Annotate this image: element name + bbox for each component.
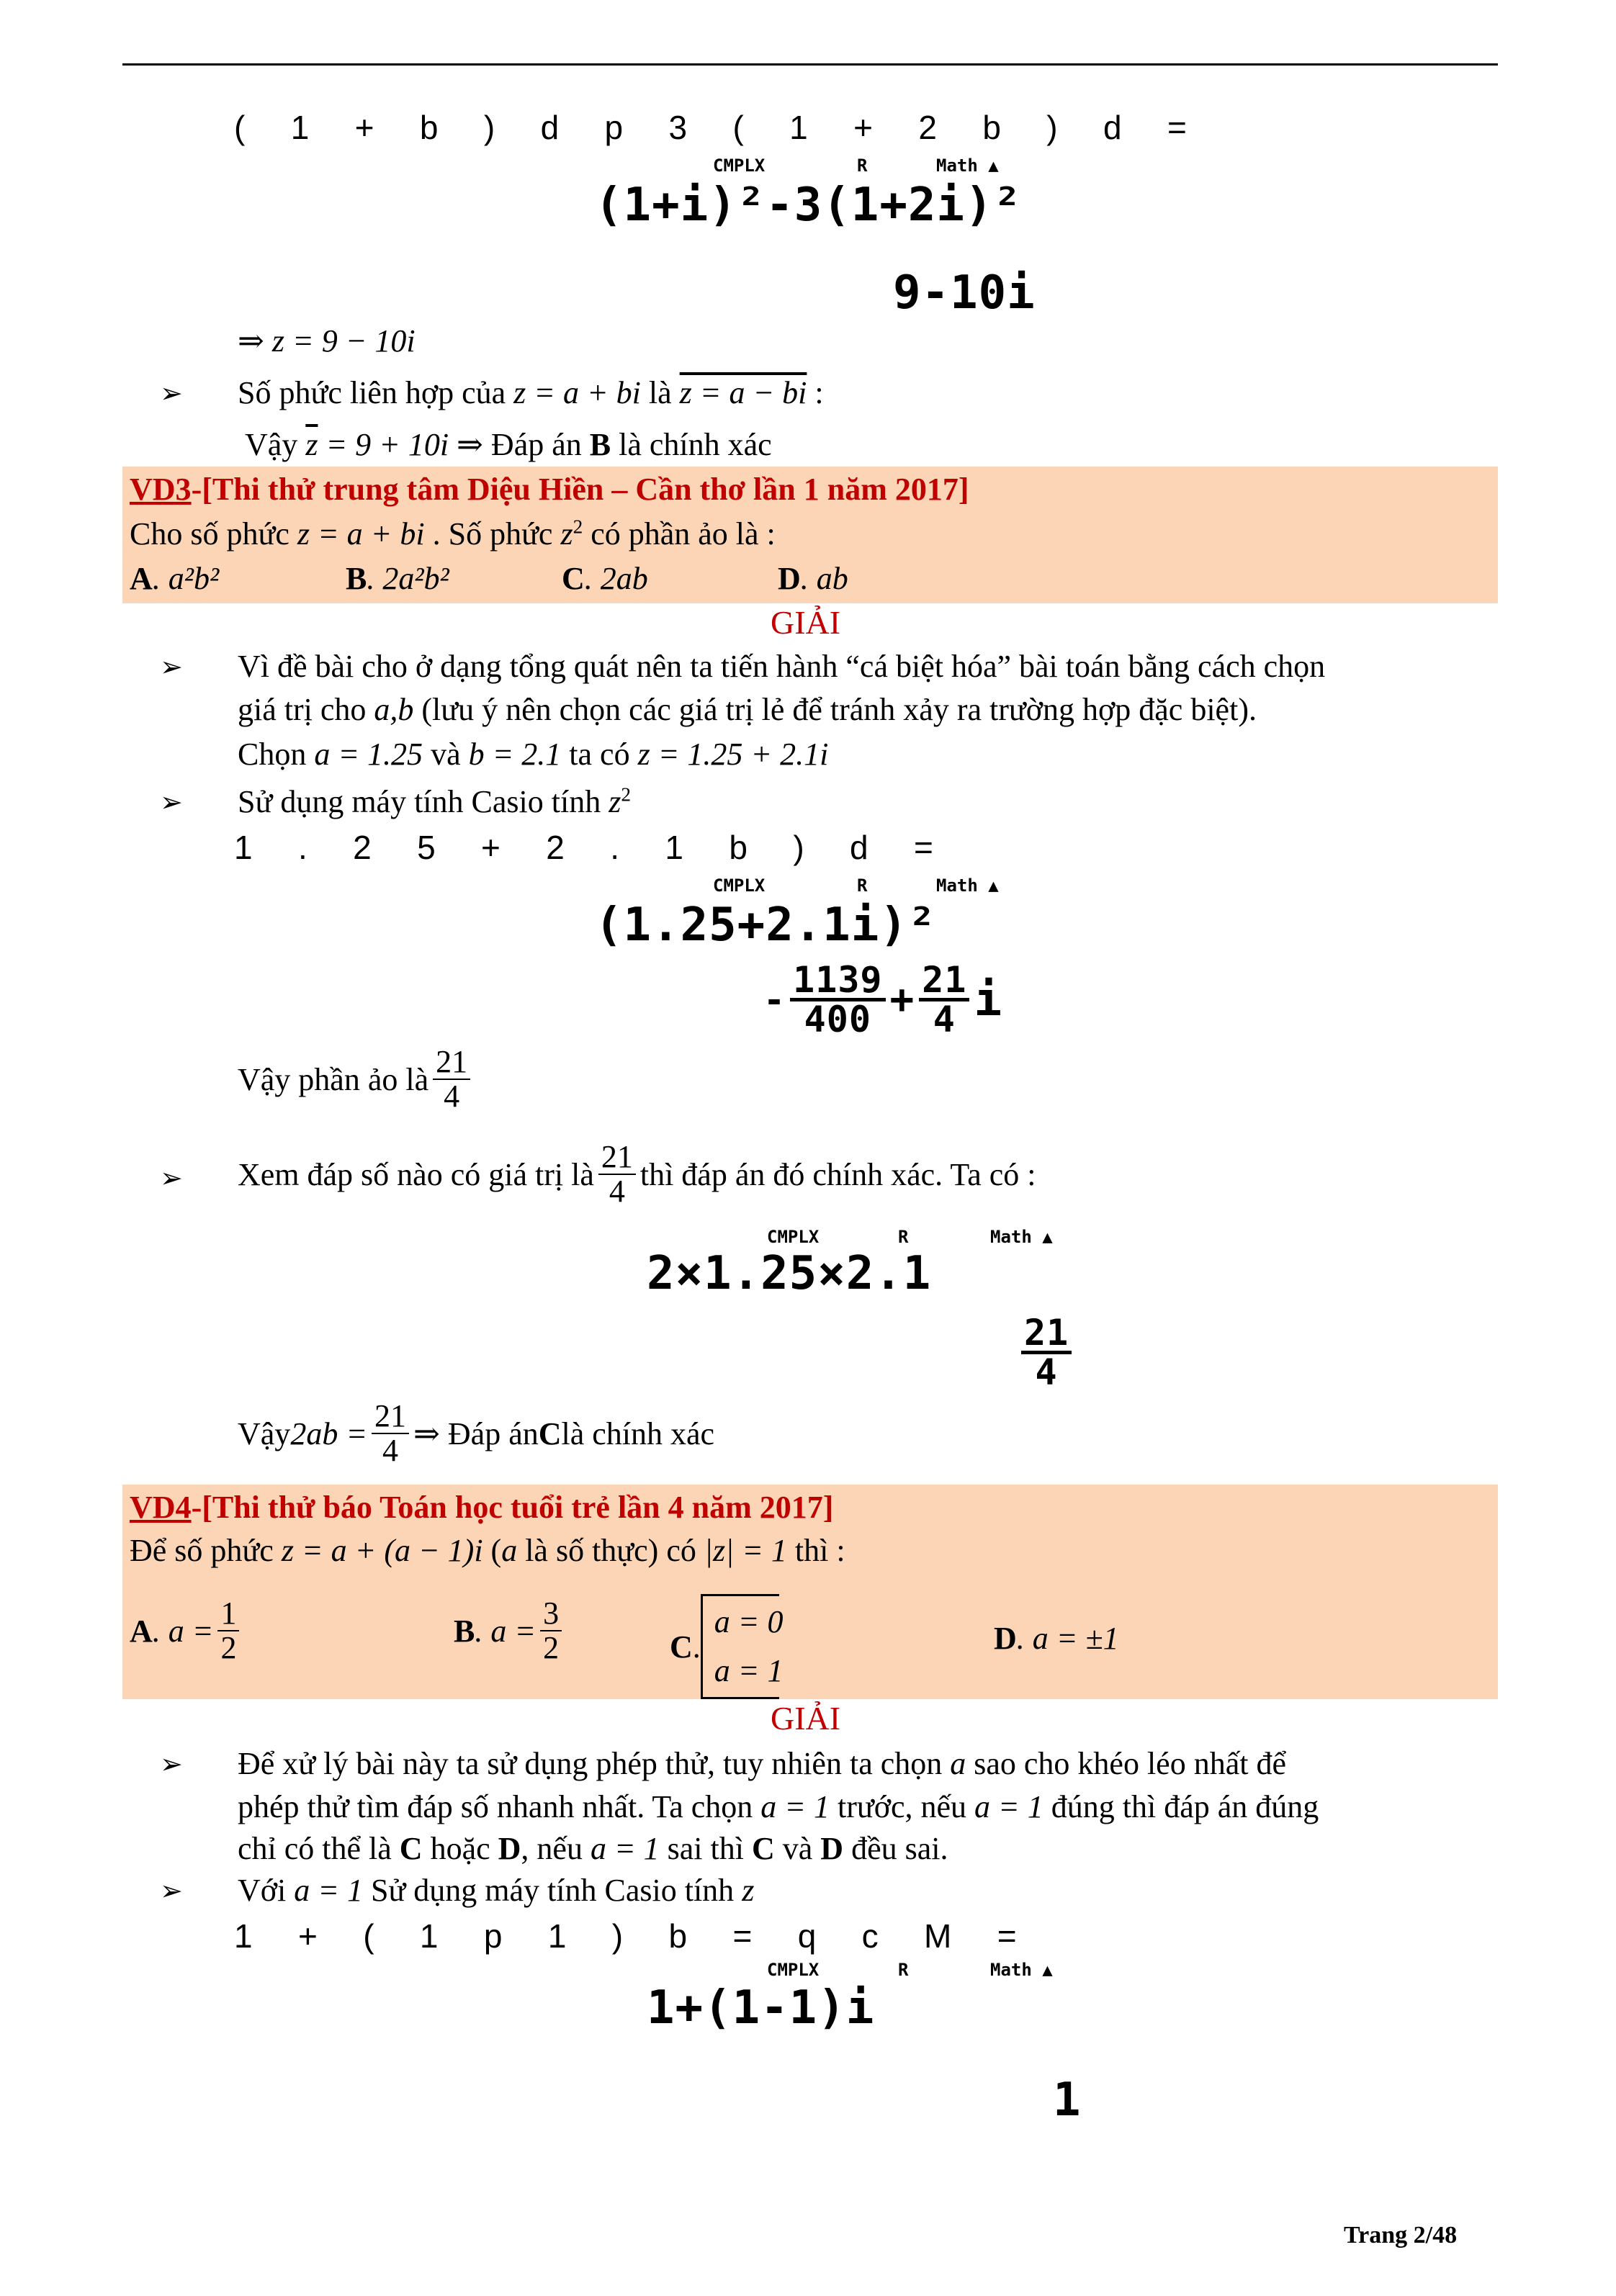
header-rule <box>122 63 1498 66</box>
lcd-expression: (1+i)²-3(1+2i)² <box>595 179 1022 232</box>
calculator-keys: 1 . 2 5 + 2 . 1 b ) d = <box>234 829 952 866</box>
vd4-option-b: B . a = $\frac{3}{2}$ <box>454 1597 566 1665</box>
vd4-title: VD4-[Thi thử báo Toán học tuổi trẻ lần 4 năm 2017] <box>130 1490 834 1525</box>
vd3-title: VD3-[Thi thử trung tâm Diệu Hiền – Cần thơ lần 1 năm 2017] <box>130 472 969 507</box>
bullet-arrow-icon: ➢ <box>160 1748 183 1780</box>
bracket-system: a = 0 a = 1 <box>701 1594 779 1699</box>
vd4-question-box <box>122 1485 1498 1699</box>
fraction: $\frac{3}{2}$ <box>540 1597 562 1665</box>
bullet-arrow-icon: ➢ <box>160 786 183 818</box>
fraction: $\frac{21}{4}$ <box>372 1400 409 1467</box>
vd3-option-d: D. ab <box>778 561 848 596</box>
sol3-paragraph-line2: giá trị cho a,b (lưu ý nên chọn các giá trị lẻ để tránh xảy ra trường hợp đặc biệt). <box>238 692 1257 727</box>
lcd-flag-r: R <box>857 156 868 176</box>
sol4-paragraph-line1: Để xử lý bài này ta sử dụng phép thử, tuy nhiên ta chọn a sao cho khéo léo nhất để <box>238 1746 1286 1781</box>
vd3-question-box <box>122 467 1498 603</box>
bullet-arrow-icon: ➢ <box>160 1875 183 1906</box>
lcd-result: 1 <box>1053 2074 1082 2127</box>
sol3-check-line: Xem đáp số nào có giá trị là $\frac{21}{4}$ thì đáp án đó chính xác. Ta có : <box>238 1139 1036 1210</box>
vd4-option-a: A . a = $\frac{1}{2}$ <box>130 1597 243 1665</box>
lcd-result <box>1021 1312 1072 1393</box>
lcd-flags: CMPLX R Math ▲ <box>713 875 999 896</box>
lcd-result: - 1139 400 + $\frac{21}{4}$ i <box>763 959 1002 1040</box>
calculator-keys: ( 1 + b ) d p 3 ( 1 + 2 b ) d = <box>234 109 1206 146</box>
vd4-question: Để số phức z = a + (a − 1)i (a là số thực) có |z| = 1 thì : <box>130 1533 845 1568</box>
lcd-fraction: $\frac{21}{4}$ <box>919 962 969 1037</box>
calculator-keys: 1 + ( 1 p 1 ) b = q c M = <box>234 1917 1035 1955</box>
fraction: $\frac{21}{4}$ <box>598 1140 636 1208</box>
vd3-question: Cho số phức z = a + bi . Số phức $z^2$ có phần ảo là : <box>130 516 776 552</box>
lcd-fraction: $\frac{21}{4}$ <box>1021 1315 1072 1390</box>
fraction: $\frac{1}{2}$ <box>217 1597 239 1665</box>
lcd-flag-math: Math ▲ <box>936 156 999 176</box>
sol4-paragraph-line2: phép thử tìm đáp số nhanh nhất. Ta chọn a = 1 trước, nếu a = 1 đúng thì đáp án đúng <box>238 1789 1319 1824</box>
lcd-result: 9-10i <box>893 266 1036 320</box>
sol3-casio-line: Sử dụng máy tính Casio tính $z^2$ <box>238 783 631 819</box>
vd3-option-b: B. 2a²b² <box>346 561 449 596</box>
sol3-paragraph-line1: Vì đề bài cho ở dạng tổng quát nên ta tiến hành “cá biệt hóa” bài toán bằng cách chọn <box>238 649 1326 684</box>
bullet-arrow-icon: ➢ <box>160 651 183 683</box>
bullet-arrow-icon: ➢ <box>160 1162 183 1194</box>
vd3-option-a: A. a²b² <box>130 561 220 596</box>
solution-heading-vd4: GIẢI <box>771 1700 841 1737</box>
sol4-casio-line: Với a = 1 Sử dụng máy tính Casio tính z <box>238 1873 755 1908</box>
implies-line: ⇒ z = 9 − 10i <box>238 323 416 359</box>
bullet-arrow-icon: ➢ <box>160 377 183 409</box>
lcd-flags: CMPLX R Math ▲ <box>767 1227 1053 1247</box>
lcd-expression: (1.25+2.1i)² <box>595 899 937 952</box>
lcd-flag-cmplx: CMPLX <box>713 156 766 176</box>
lcd-flags: CMPLX R Math ▲ <box>767 1960 1053 1980</box>
solution-heading-vd3: GIẢI <box>771 604 841 641</box>
vd4-option-c: C . a = 0 a = 1 <box>670 1594 779 1699</box>
lcd-fraction: 1139 400 <box>790 962 885 1037</box>
sol4-paragraph-line3: chỉ có thể là C hoặc D, nếu a = 1 sai thì C và D đều sai. <box>238 1831 948 1866</box>
fraction: $\frac{21}{4}$ <box>433 1045 470 1113</box>
lcd-flags <box>713 156 1015 177</box>
vd3-option-c: C. 2ab <box>562 561 648 596</box>
conjugate-line: Số phức liên hợp của z = a + bi là z = a − bi : <box>238 375 824 410</box>
lcd-expression: 2×1.25×2.1 <box>647 1247 932 1300</box>
vd4-option-d: D. a = ±1 <box>994 1621 1119 1656</box>
conjugate-conclusion: Vậy $\overline{z} = 9 + 10i$ ⇒ Đáp án B là chính xác <box>245 427 772 462</box>
page-number: Trang 2/48 <box>1344 2222 1458 2248</box>
sol3-conclusion: Vậy 2ab = $\frac{21}{4}$ ⇒ Đáp án C là chính xác <box>238 1398 715 1469</box>
sol3-choose-values: Chọn a = 1.25 và b = 2.1 ta có z = 1.25 + 2.1i <box>238 737 829 772</box>
lcd-expression: 1+(1-1)i <box>647 1981 875 2035</box>
sol3-imag-part: Vậy phần ảo là $\frac{21}{4}$ <box>238 1045 475 1113</box>
